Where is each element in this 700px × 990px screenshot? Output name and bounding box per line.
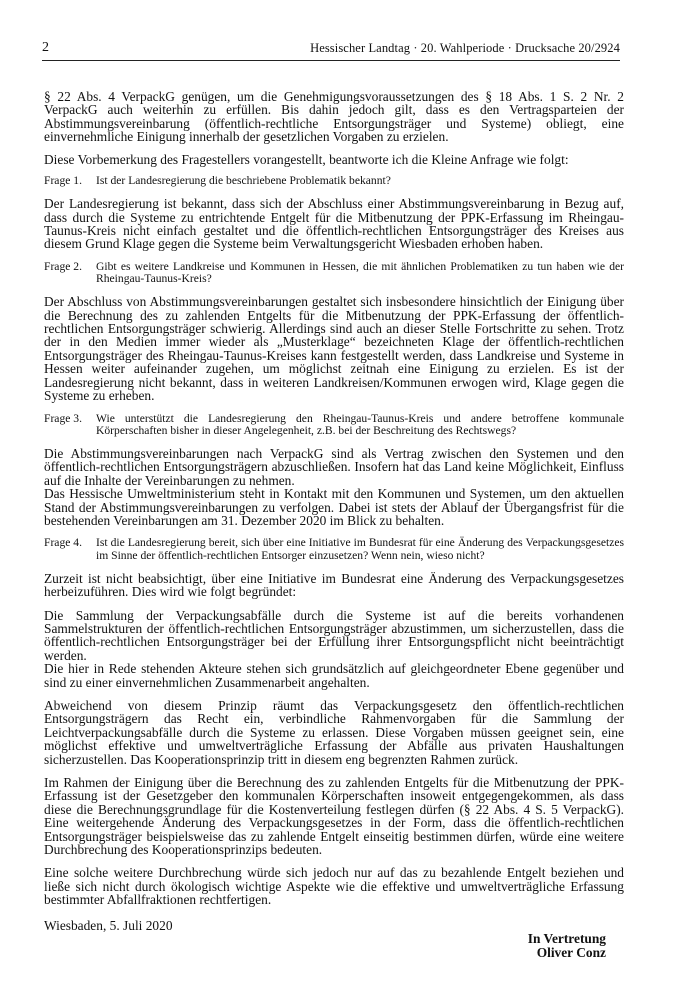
question-text: Wie unterstützt die Landesregierung den Rheingau-Taunus-Kreis und andere betroffene kommunale Körperschaften bisher in dieser Angelegenheit, z.B. bei der Beschreitung des Rechtswegs? xyxy=(96,411,624,437)
answer-paragraph: Der Abschluss von Abstimmungsvereinbarungen gestaltet sich insbesondere hinsichtlich der Einigung über die Berechnung des zu zahlenden Entgelts für die Mitbenutzung der PPK-Erfassung der öffentlich-rechtlichen Entsorgungsträger schwierig. Allerdings sind auch an dieser Stelle Fortschritte zu sehen. Trotz der in den Medien immer wieder als „Musterklage“ bezeichneten Klage der öffentlich-rechtlichen Entsorgungsträger des Rheingau-Taunus-Kreises kann festgestellt werden, dass Landkreise und Systeme in Hessen weiter aufeinander zugehen, um möglichst zeitnah eine Einigung zu erzielen. Es ist der Landesregierung nicht bekannt, dass in weiteren Landkreisen/Kommunen erwogen wird, Klage gegen die Systeme zu erheben. xyxy=(44,294,624,404)
page-header xyxy=(42,40,620,61)
answer-paragraph: Zurzeit ist nicht beabsichtigt, über eine Initiative im Bundesrat eine Änderung des Verpackungsgesetzes herbeizuführen. Dies wird wie folgt begründet: xyxy=(44,570,624,600)
question-text: Ist der Landesregierung die beschriebene Problematik bekannt? xyxy=(96,174,391,188)
answer-3 xyxy=(44,447,624,527)
question-3 xyxy=(44,413,624,437)
closing-paragraph: Im Rahmen der Einigung über die Berechnung des zu zahlenden Entgelts für die Mitbenutzung der PPK-Erfassung ist der Gesetzgeber den kommunalen Körperschaften insoweit entgegengekommen, als dass diese die Berechnungsgrundlage für die Kostenverteilung festlegen dürfen (§ 22 Abs. 4 S. 5 VerpackG). Eine weitergehende Änderung des Verpackungsgesetzes in der Form, dass die öffentlich-rechtlichen Entsorgungsträger beispielsweise das zu zahlende Entgelt einseitig bestimmen dürfen, würde eine weitere Durchbrechung des Kooperationsprinzips bedeuten. xyxy=(44,775,624,858)
question-number: Frage 3. xyxy=(44,411,82,425)
answer-paragraph: Der Landesregierung ist bekannt, dass sich der Abschluss einer Abstimmungsvereinbarung in Bezug auf, dass durch die Systeme zu entrichtende Entgelt für die Mitbenutzung der PPK-Erfassung im Rheingau-Taunus-Kreis nicht einfach gestaltet und die öffentlich-rechtlichen Entsorgungsträger des Kreises aus diesem Grund Klage gegen die Systeme beim Verwaltungsgericht Wiesbaden erhoben haben. xyxy=(44,196,624,252)
intro-paragraph: § 22 Abs. 4 VerpackG genügen, um die Genehmigungsvoraussetzungen des § 18 Abs. 1 S. 2 Nr. 2 VerpackG auch weiterhin zu erfüllen. Bis dahin jedoch gilt, dass es den Vertragsparteien der Abstimmungsvereinbarung (öffentlich-rechtliche Entsorgungsträger und Systeme) obliegt, eine einvernehmliche Einigung innerhalb der gesetzlichen Vorgaben zu erzielen. xyxy=(44,89,624,145)
question-number: Frage 4. xyxy=(44,536,82,550)
closing-paragraph: Die Sammlung der Verpackungsabfälle durch die Systeme ist auf die bereits vorhandenen Sammelstrukturen der öffentlich-rechtlichen Entsorgungsträger abzustimmen, um sicherzustellen, dass die öffentlich-rechtlichen Entsorgungsträger bei der Erfüllung ihrer Entsorgungspflicht nicht beeinträchtigt werden. xyxy=(44,607,624,663)
answer-2 xyxy=(44,295,624,402)
closing-paragraph: Abweichend von diesem Prinzip räumt das Verpackungsgesetz den öffentlich-rechtlichen Entsorgungsträgern das Recht ein, verbindliche Rahmenvorgaben für die Sammlung der Leichtverpackungsabfälle durch die Systeme zu erlassen. Diese Vorgaben müssen geeignet sein, eine möglichst effektive und umweltverträgliche Erfassung der Abfälle aus privaten Haushaltungen sicherzustellen. Das Kooperationsprinzip tritt in diesem eng begrenzten Rahmen zurück. xyxy=(44,698,624,767)
answer-4 xyxy=(44,572,624,599)
signature-line: In Vertretung xyxy=(527,931,606,946)
closing-block-3 xyxy=(44,776,624,856)
intro-paragraph: Diese Vorbemerkung des Fragestellers vorangestellt, beantworte ich die Kleine Anfrage wie folgt: xyxy=(44,151,569,167)
signature-name: Oliver Conz xyxy=(536,945,606,960)
question-number: Frage 1. xyxy=(44,174,82,188)
answer-paragraph: Die Abstimmungsvereinbarungen nach VerpackG sind als Vertrag zwischen den Systemen und den öffentlich-rechtlichen Entsorgungsträgern abzuschließen. Insofern hat das Land keine Möglichkeit, Einfluss auf die Inhalte der Vereinbarungen zu nehmen. xyxy=(44,445,624,488)
signature-block xyxy=(528,932,606,960)
running-title: Hessischer Landtag · 20. Wahlperiode · Drucksache 20/2924 xyxy=(310,41,620,55)
document-body xyxy=(44,90,624,917)
question-4 xyxy=(44,537,624,561)
answer-1 xyxy=(44,197,624,251)
page-number: 2 xyxy=(42,40,49,55)
closing-paragraph: Die hier in Rede stehenden Akteure stehen sich grundsätzlich auf gleichgeordneter Ebene gegenüber und sind zu einer einvernehmlichen Zusammenarbeit angehalten. xyxy=(44,661,624,690)
question-2 xyxy=(44,261,624,285)
question-text: Gibt es weitere Landkreise und Kommunen in Hessen, die mit ähnlichen Problematiken zu tun haben wie der Rheingau-Taunus-Kreis? xyxy=(96,259,624,286)
place-date: Wiesbaden, 5. Juli 2020 xyxy=(44,918,173,933)
answer-paragraph: Das Hessische Umweltministerium steht in Kontakt mit den Kommunen und Systemen, um den aktuellen Stand der Abstimmungsvereinbarungen zu verfolgen. Dabei ist stets der Ablauf der Übergangsfrist für die bestehenden Vereinbarungen am 31. Dezember 2020 im Blick zu behalten. xyxy=(44,486,624,528)
closing-block-1 xyxy=(44,609,624,689)
closing-block-2 xyxy=(44,699,624,766)
question-1 xyxy=(44,175,624,187)
closing-block-4 xyxy=(44,866,624,906)
question-number: Frage 2. xyxy=(44,259,82,273)
closing-paragraph: Eine solche weitere Durchbrechung würde sich jedoch nur auf das zu bezahlende Entgelt beziehen und ließe sich nicht durch ökologisch wichtige Aspekte wie die effektive und umweltverträgliche Erfassung bestimmter Abfallfraktionen rechtfertigen. xyxy=(44,865,624,908)
question-text: Ist die Landesregierung bereit, sich über eine Initiative im Bundesrat für eine Änderung des Verpackungsgesetzes im Sinne der öffentlich-rechtlichen Entsorger einzusetzen? Wenn nein, wieso nicht? xyxy=(96,536,624,562)
